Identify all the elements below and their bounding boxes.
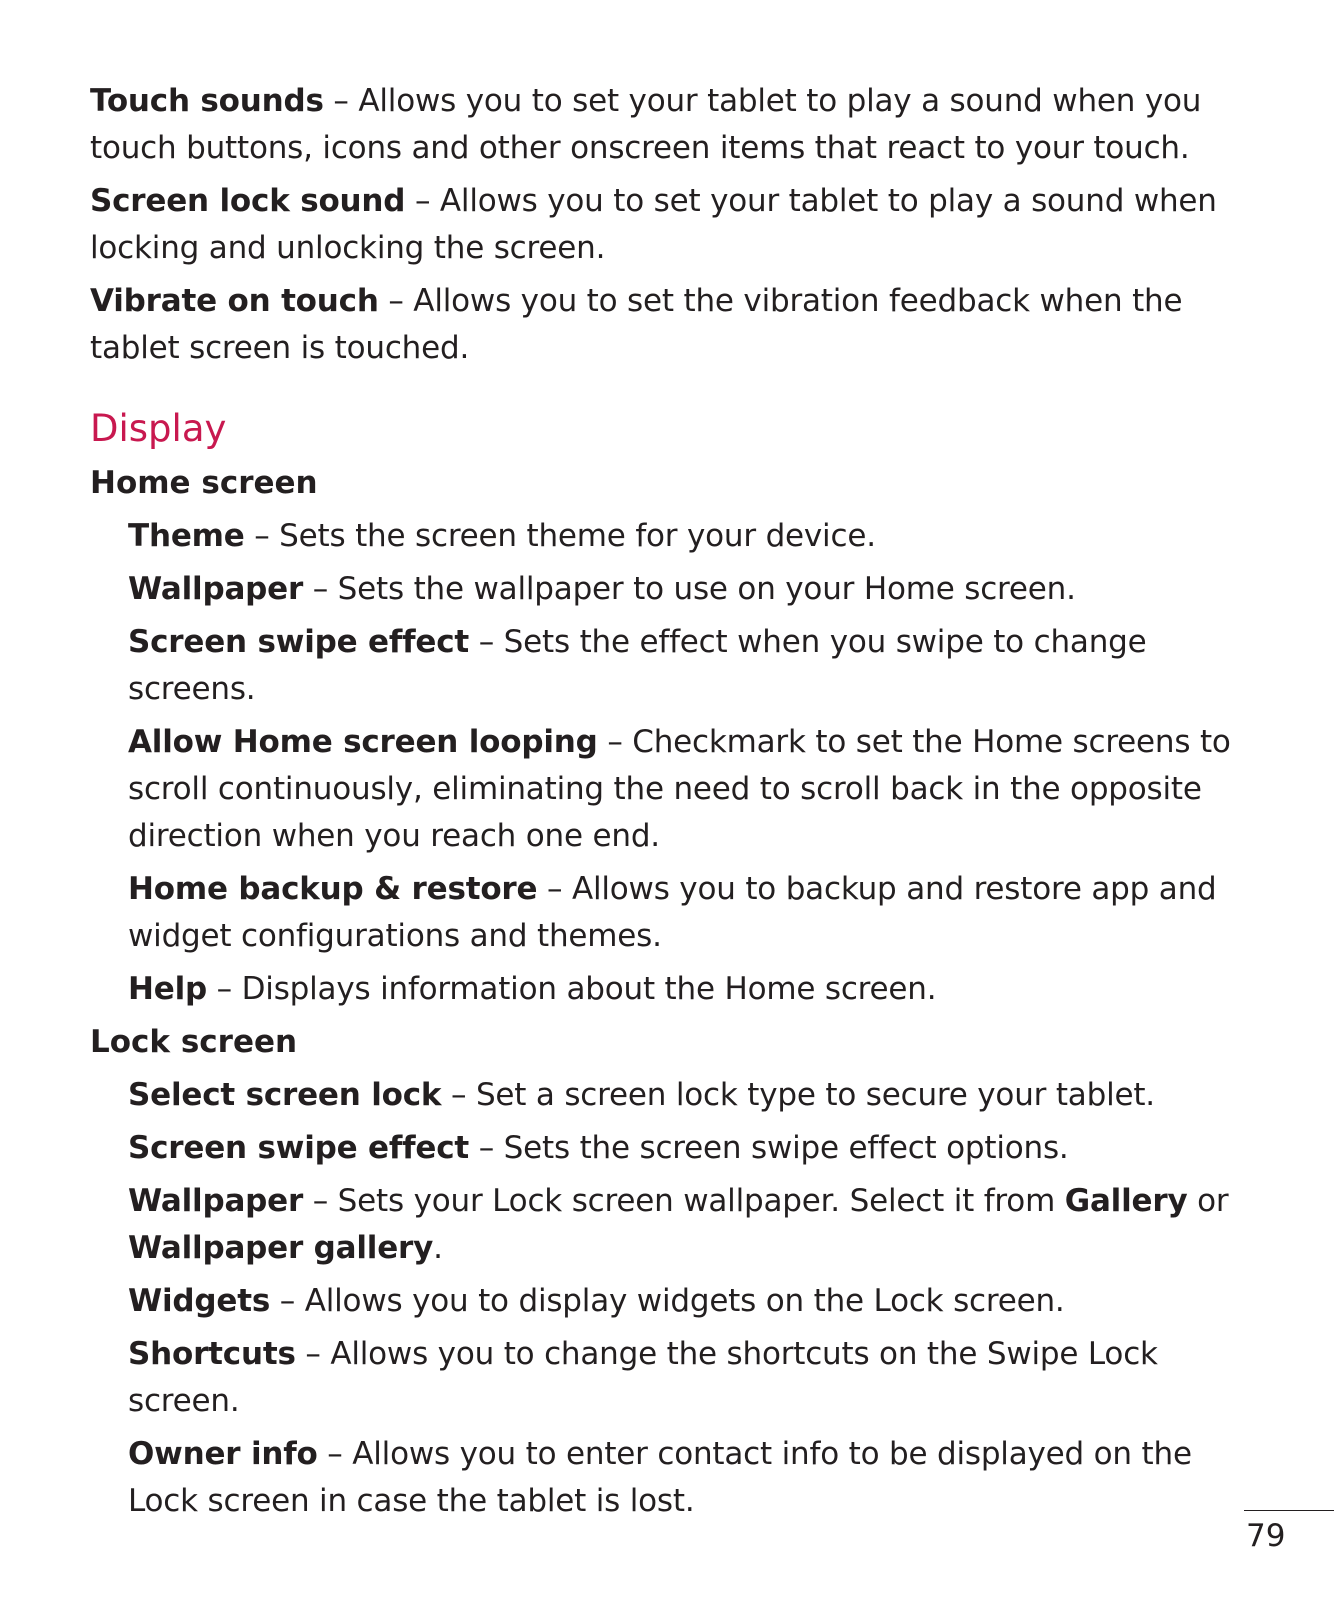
- item-term: Select screen lock: [128, 1077, 442, 1113]
- item-description: – Allows you to set your tablet to play a sound when locking and unlocking the screen.: [90, 183, 1217, 266]
- item-description: – Allows you to backup and restore app and widget configurations and themes.: [128, 871, 1217, 954]
- item-home-backup-restore: [128, 866, 1250, 960]
- item-help: [128, 966, 1250, 1013]
- item-allow-home-screen-looping: [128, 719, 1250, 860]
- item-term: Screen swipe effect: [128, 1130, 470, 1166]
- subheading-home-screen: Home screen: [90, 465, 318, 501]
- item-term: Wallpaper: [128, 571, 304, 607]
- item-lock-wallpaper: [128, 1178, 1250, 1272]
- item-description: – Set a screen lock type to secure your tablet.: [441, 1077, 1155, 1113]
- item-description: – Sets the effect when you swipe to change screens.: [128, 624, 1147, 707]
- item-touch-sounds: [90, 78, 1250, 172]
- item-term: Widgets: [128, 1283, 271, 1319]
- item-term: Help: [128, 971, 207, 1007]
- item-term: Owner info: [128, 1436, 318, 1472]
- item-term: Home backup & restore: [128, 871, 538, 907]
- sentence-end: .: [433, 1230, 443, 1266]
- item-term: Shortcuts: [128, 1336, 296, 1372]
- option-gallery: Gallery: [1064, 1183, 1188, 1219]
- item-description: – Allows you to enter contact info to be displayed on the Lock screen in case the tablet is lost.: [128, 1436, 1192, 1519]
- item-theme: [128, 513, 1250, 560]
- item-shortcuts: [128, 1331, 1250, 1425]
- item-description: – Sets the screen swipe effect options.: [469, 1130, 1069, 1166]
- item-term: Screen swipe effect: [128, 624, 470, 660]
- item-screen-swipe-effect: [128, 619, 1250, 713]
- section-title-display: Display: [90, 407, 227, 450]
- option-wallpaper-gallery: Wallpaper gallery: [128, 1230, 434, 1266]
- subheading-lock-screen: Lock screen: [90, 1024, 298, 1060]
- item-term: Vibrate on touch: [90, 283, 379, 319]
- page-number: 79: [1246, 1518, 1286, 1554]
- item-term: Touch sounds: [90, 83, 324, 119]
- option-joiner: or: [1187, 1183, 1229, 1219]
- item-description: – Sets the screen theme for your device.: [244, 518, 876, 554]
- item-widgets: [128, 1278, 1250, 1325]
- manual-page-content: [90, 78, 1250, 1531]
- item-description: – Checkmark to set the Home screens to scroll continuously, eliminating the need to scroll back in the opposite direction when you reach one end.: [128, 724, 1231, 854]
- item-description: – Sets your Lock screen wallpaper. Select it from: [303, 1183, 1065, 1219]
- item-description: – Allows you to set your tablet to play a sound when you touch buttons, icons and other onscreen items that react to your touch.: [90, 83, 1202, 166]
- item-description: – Sets the wallpaper to use on your Home screen.: [303, 571, 1076, 607]
- item-description: – Allows you to set the vibration feedback when the tablet screen is touched.: [90, 283, 1183, 366]
- item-select-screen-lock: [128, 1072, 1250, 1119]
- item-term: Wallpaper: [128, 1183, 304, 1219]
- item-term: Screen lock sound: [90, 183, 406, 219]
- item-term: Allow Home screen looping: [128, 724, 598, 760]
- footer-divider: [1244, 1510, 1334, 1511]
- item-description: – Allows you to display widgets on the Lock screen.: [270, 1283, 1065, 1319]
- item-vibrate-on-touch: [90, 278, 1250, 372]
- item-screen-lock-sound: [90, 178, 1250, 272]
- item-wallpaper: [128, 566, 1250, 613]
- item-owner-info: [128, 1431, 1250, 1525]
- item-description: – Allows you to change the shortcuts on the Swipe Lock screen.: [128, 1336, 1158, 1419]
- item-term: Theme: [128, 518, 245, 554]
- item-lock-screen-swipe-effect: [128, 1125, 1250, 1172]
- item-description: – Displays information about the Home screen.: [207, 971, 937, 1007]
